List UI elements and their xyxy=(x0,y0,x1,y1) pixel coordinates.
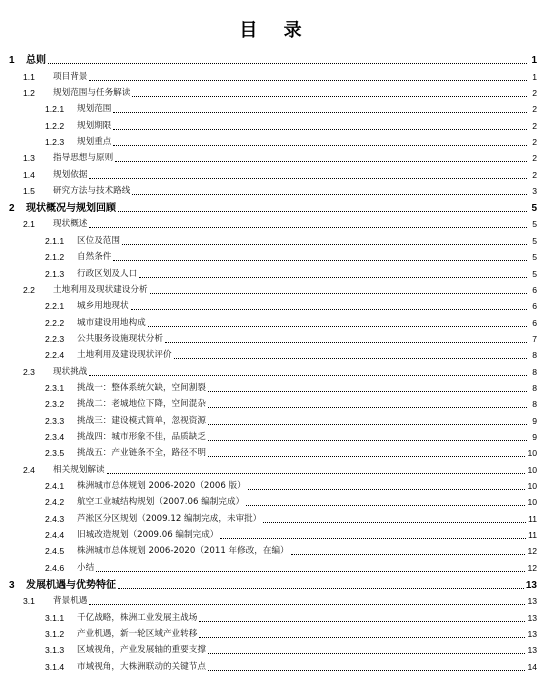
toc-entry-page-number: 6 xyxy=(532,301,537,312)
toc-entry-number: 2.3 xyxy=(23,366,35,377)
toc-entry-number: 2.4.3 xyxy=(45,513,65,524)
toc-entry-title: 项目背景 xyxy=(53,71,88,82)
toc-dot-leader xyxy=(113,112,527,113)
toc-entry-number: 2.4.1 xyxy=(45,480,65,491)
toc-entry-page-number: 11 xyxy=(528,513,537,524)
toc-entry[interactable] xyxy=(0,247,551,263)
toc-entry-title: 自然条件 xyxy=(77,252,112,263)
toc-entry-title: 区域视角，产业发展轴的重要支撑 xyxy=(77,645,206,656)
toc-entry-title: 芦淞区分区规划（2009.12 编制完成，未审批） xyxy=(77,513,262,524)
toc-entry-title: 规划依据 xyxy=(53,169,88,180)
toc-entry-page-number: 1 xyxy=(532,71,537,82)
toc-dot-leader xyxy=(131,309,527,310)
toc-entry[interactable] xyxy=(0,427,551,443)
toc-entry-title: 现状挑战 xyxy=(53,366,88,377)
toc-entry-number: 3.1 xyxy=(23,596,35,607)
toc-entry-number: 2.3.1 xyxy=(45,382,65,393)
toc-dot-leader xyxy=(113,129,527,130)
toc-entry[interactable] xyxy=(0,410,551,426)
toc-entry-page-number: 12 xyxy=(527,546,537,557)
toc-list xyxy=(0,49,551,673)
toc-entry-page-number: 13 xyxy=(527,645,537,656)
toc-entry-number: 2.3.3 xyxy=(45,415,65,426)
toc-entry-title: 株洲城市总体规划 2006-2020（2011 年修改，在编） xyxy=(77,546,289,557)
toc-entry-page-number: 6 xyxy=(532,317,537,328)
toc-dot-leader xyxy=(132,96,527,97)
toc-dot-leader xyxy=(248,489,526,490)
toc-entry-page-number: 10 xyxy=(527,448,537,459)
toc-entry[interactable] xyxy=(0,214,551,230)
toc-entry-number: 3.1.2 xyxy=(45,628,65,639)
toc-entry-number: 2 xyxy=(9,203,15,215)
toc-entry-page-number: 2 xyxy=(532,104,537,115)
toc-entry-number: 2.2 xyxy=(23,284,35,295)
toc-dot-leader xyxy=(174,358,527,359)
toc-entry-page-number: 2 xyxy=(532,87,537,98)
toc-entry-title: 航空工业城结构规划（2007.06 编制完成） xyxy=(77,497,245,508)
toc-entry[interactable] xyxy=(0,492,551,508)
toc-entry[interactable] xyxy=(0,230,551,246)
toc-entry[interactable] xyxy=(0,557,551,573)
toc-entry-title: 城乡用地现状 xyxy=(77,301,129,312)
toc-title: 目 录 xyxy=(239,20,312,41)
toc-entry[interactable] xyxy=(0,541,551,557)
toc-entry-number: 2.4.2 xyxy=(45,497,65,508)
toc-dot-leader xyxy=(113,145,527,146)
toc-dot-leader xyxy=(118,588,524,589)
toc-entry[interactable] xyxy=(0,459,551,475)
toc-entry-title: 公共服务设施现状分析 xyxy=(77,333,163,344)
toc-entry-page-number: 9 xyxy=(532,415,537,426)
toc-entry-title: 土地利用及现状建设分析 xyxy=(53,284,148,295)
toc-dot-leader xyxy=(246,505,525,506)
toc-dot-leader xyxy=(113,260,527,261)
toc-entry-title: 规划范围 xyxy=(77,104,112,115)
toc-entry-page-number: 2 xyxy=(532,120,537,131)
toc-entry-number: 2.4.4 xyxy=(45,530,65,540)
toc-entry-number: 2.2.2 xyxy=(45,317,65,328)
toc-entry-title: 挑战五：产业链条不全，路径不明 xyxy=(77,448,206,459)
toc-entry[interactable] xyxy=(0,132,551,148)
toc-entry[interactable] xyxy=(0,624,551,640)
toc-entry-page-number: 9 xyxy=(532,431,537,442)
toc-entry-title: 相关规划解读 xyxy=(53,464,105,475)
toc-entry-page-number: 5 xyxy=(532,252,537,263)
toc-entry-page-number: 5 xyxy=(532,219,537,230)
toc-entry-page-number: 3 xyxy=(532,185,537,196)
toc-entry-page-number: 2 xyxy=(532,153,537,164)
toc-entry[interactable] xyxy=(0,394,551,410)
toc-dot-leader xyxy=(89,375,527,376)
toc-dot-leader xyxy=(150,293,527,294)
toc-entry-page-number: 10 xyxy=(527,464,537,475)
toc-entry-title: 规划范围与任务解读 xyxy=(53,87,131,98)
toc-entry-page-number: 8 xyxy=(532,399,537,410)
toc-entry[interactable] xyxy=(0,263,551,279)
toc-dot-leader xyxy=(107,473,526,474)
toc-entry-page-number: 12 xyxy=(527,562,537,573)
toc-entry[interactable] xyxy=(0,508,551,524)
toc-entry-title: 旧城改造规划（2009.06 编制完成） xyxy=(77,530,219,540)
toc-entry-number: 1 xyxy=(9,55,15,67)
toc-entry[interactable] xyxy=(0,115,551,131)
toc-entry-number: 1.4 xyxy=(23,169,35,180)
toc-entry[interactable] xyxy=(0,607,551,623)
toc-entry-number: 1.2.3 xyxy=(45,136,65,147)
toc-entry-title: 总则 xyxy=(26,55,46,67)
toc-entry-number: 2.4 xyxy=(23,464,35,475)
toc-entry[interactable] xyxy=(0,181,551,197)
toc-entry-number: 3.1.4 xyxy=(45,661,65,672)
toc-entry-number: 2.2.4 xyxy=(45,350,65,361)
toc-entry-number: 2.1.1 xyxy=(45,235,65,246)
toc-entry[interactable] xyxy=(0,164,551,180)
toc-entry-page-number: 10 xyxy=(527,497,537,508)
toc-entry[interactable] xyxy=(0,83,551,99)
toc-entry-page-number: 14 xyxy=(527,661,537,672)
toc-entry-page-number: 13 xyxy=(527,628,537,639)
toc-entry[interactable] xyxy=(0,443,551,459)
toc-entry-title: 挑战二：老城地位下降，空间混杂 xyxy=(77,399,206,410)
toc-dot-leader xyxy=(199,637,525,638)
toc-entry-number: 3 xyxy=(9,579,15,591)
toc-entry-title: 区位及范围 xyxy=(77,235,120,246)
toc-entry-number: 2.3.2 xyxy=(45,399,65,410)
toc-entry[interactable] xyxy=(0,640,551,656)
toc-entry-page-number: 2 xyxy=(532,169,537,180)
toc-entry-title: 研究方法与技术路线 xyxy=(53,185,131,196)
toc-entry-number: 1.2.2 xyxy=(45,120,65,131)
toc-entry-title: 挑战三：建设模式简单，忽视资源 xyxy=(77,415,206,426)
toc-dot-leader xyxy=(263,522,526,523)
toc-entry-number: 1.1 xyxy=(23,71,35,82)
toc-entry[interactable] xyxy=(0,574,551,591)
toc-entry-title: 发展机遇与优势特征 xyxy=(26,579,116,591)
toc-entry-page-number: 13 xyxy=(527,612,537,623)
toc-entry-page-number: 13 xyxy=(527,596,537,607)
toc-entry[interactable] xyxy=(0,345,551,361)
toc-entry-number: 3.1.3 xyxy=(45,645,65,656)
toc-entry[interactable] xyxy=(0,49,551,66)
toc-entry-number: 2.2.3 xyxy=(45,333,65,344)
toc-entry[interactable] xyxy=(0,197,551,214)
toc-entry-number: 2.3.4 xyxy=(45,431,65,442)
toc-dot-leader xyxy=(89,604,525,605)
toc-entry[interactable] xyxy=(0,148,551,164)
toc-entry-number: 2.4.6 xyxy=(45,562,65,573)
toc-entry-title: 株洲城市总体规划 2006-2020（2006 版） xyxy=(77,480,246,491)
toc-entry-number: 1.2 xyxy=(23,87,35,98)
toc-entry[interactable] xyxy=(0,312,551,328)
toc-dot-leader xyxy=(208,407,527,408)
toc-entry-page-number: 8 xyxy=(532,382,537,393)
toc-entry[interactable] xyxy=(0,591,551,607)
toc-entry-number: 2.3.5 xyxy=(45,448,65,459)
toc-entry-number: 2.1.2 xyxy=(45,252,65,263)
toc-entry-page-number: 2 xyxy=(532,136,537,147)
toc-entry-title: 背景机遇 xyxy=(53,596,88,607)
toc-dot-leader xyxy=(199,621,525,622)
toc-entry-page-number: 5 xyxy=(532,235,537,246)
toc-entry-title: 挑战四：城市形象不佳，品质缺乏 xyxy=(77,431,206,442)
toc-dot-leader xyxy=(220,538,526,539)
toc-entry-number: 2.1 xyxy=(23,219,35,230)
toc-dot-leader xyxy=(139,277,527,278)
toc-entry-number: 1.3 xyxy=(23,153,35,164)
toc-entry-page-number: 5 xyxy=(532,268,537,279)
toc-dot-leader xyxy=(208,670,526,671)
toc-dot-leader xyxy=(89,227,527,228)
toc-entry[interactable] xyxy=(0,296,551,312)
toc-entry-title: 市域视角，大株洲联动的关键节点 xyxy=(77,661,206,672)
toc-entry-title: 行政区划及人口 xyxy=(77,268,138,279)
toc-entry[interactable] xyxy=(0,525,551,541)
toc-dot-leader xyxy=(96,571,525,572)
toc-dot-leader xyxy=(291,554,526,555)
toc-dot-leader xyxy=(208,456,526,457)
toc-entry-page-number: 11 xyxy=(528,530,537,540)
toc-entry-page-number: 8 xyxy=(532,366,537,377)
toc-entry-page-number: 8 xyxy=(532,350,537,361)
toc-entry-title: 规划重点 xyxy=(77,136,112,147)
toc-entry-number: 1.5 xyxy=(23,185,35,196)
toc-entry-number: 2.4.5 xyxy=(45,546,65,557)
toc-dot-leader xyxy=(89,178,527,179)
toc-entry-title: 现状概况与规划回顾 xyxy=(26,203,116,215)
toc-entry-title: 小结 xyxy=(77,562,95,573)
toc-entry-page-number: 7 xyxy=(532,333,537,344)
toc-dot-leader xyxy=(165,342,527,343)
toc-entry-number: 2.1.3 xyxy=(45,268,65,279)
toc-entry-page-number: 1 xyxy=(531,55,537,67)
toc-entry[interactable] xyxy=(0,361,551,377)
toc-entry-title: 指导思想与原则 xyxy=(53,153,114,164)
toc-entry-title: 城市建设用地构成 xyxy=(77,317,146,328)
toc-dot-leader xyxy=(89,80,527,81)
toc-entry-title: 规划期限 xyxy=(77,120,112,131)
toc-dot-leader xyxy=(208,424,527,425)
toc-dot-leader xyxy=(208,440,527,441)
toc-entry-page-number: 10 xyxy=(527,480,537,491)
toc-entry[interactable] xyxy=(0,476,551,492)
toc-entry[interactable] xyxy=(0,378,551,394)
toc-entry[interactable] xyxy=(0,99,551,115)
toc-entry-number: 1.2.1 xyxy=(45,104,65,115)
toc-entry-title: 千亿战略，株洲工业发展主战场 xyxy=(77,612,198,623)
toc-entry-page-number: 5 xyxy=(531,203,537,215)
toc-dot-leader xyxy=(148,326,527,327)
toc-dot-leader xyxy=(122,244,527,245)
toc-entry-title: 土地利用及建设现状评价 xyxy=(77,350,172,361)
toc-entry-number: 2.2.1 xyxy=(45,301,65,312)
toc-entry-title: 产业机遇，新一轮区域产业转移 xyxy=(77,628,198,639)
toc-entry[interactable] xyxy=(0,66,551,82)
toc-entry[interactable] xyxy=(0,280,551,296)
toc-entry[interactable] xyxy=(0,329,551,345)
toc-entry-number: 3.1.1 xyxy=(45,612,65,623)
toc-entry-title: 挑战一：整体系统欠缺，空间割裂 xyxy=(77,382,206,393)
toc-dot-leader xyxy=(132,194,527,195)
toc-entry-page-number: 13 xyxy=(525,579,537,591)
toc-dot-leader xyxy=(48,63,527,64)
toc-dot-leader xyxy=(115,161,527,162)
toc-entry-title: 现状概述 xyxy=(53,219,88,230)
toc-dot-leader xyxy=(208,391,527,392)
toc-dot-leader xyxy=(208,653,526,654)
toc-entry-page-number: 6 xyxy=(532,284,537,295)
toc-dot-leader xyxy=(118,211,527,212)
toc-entry[interactable] xyxy=(0,656,551,672)
